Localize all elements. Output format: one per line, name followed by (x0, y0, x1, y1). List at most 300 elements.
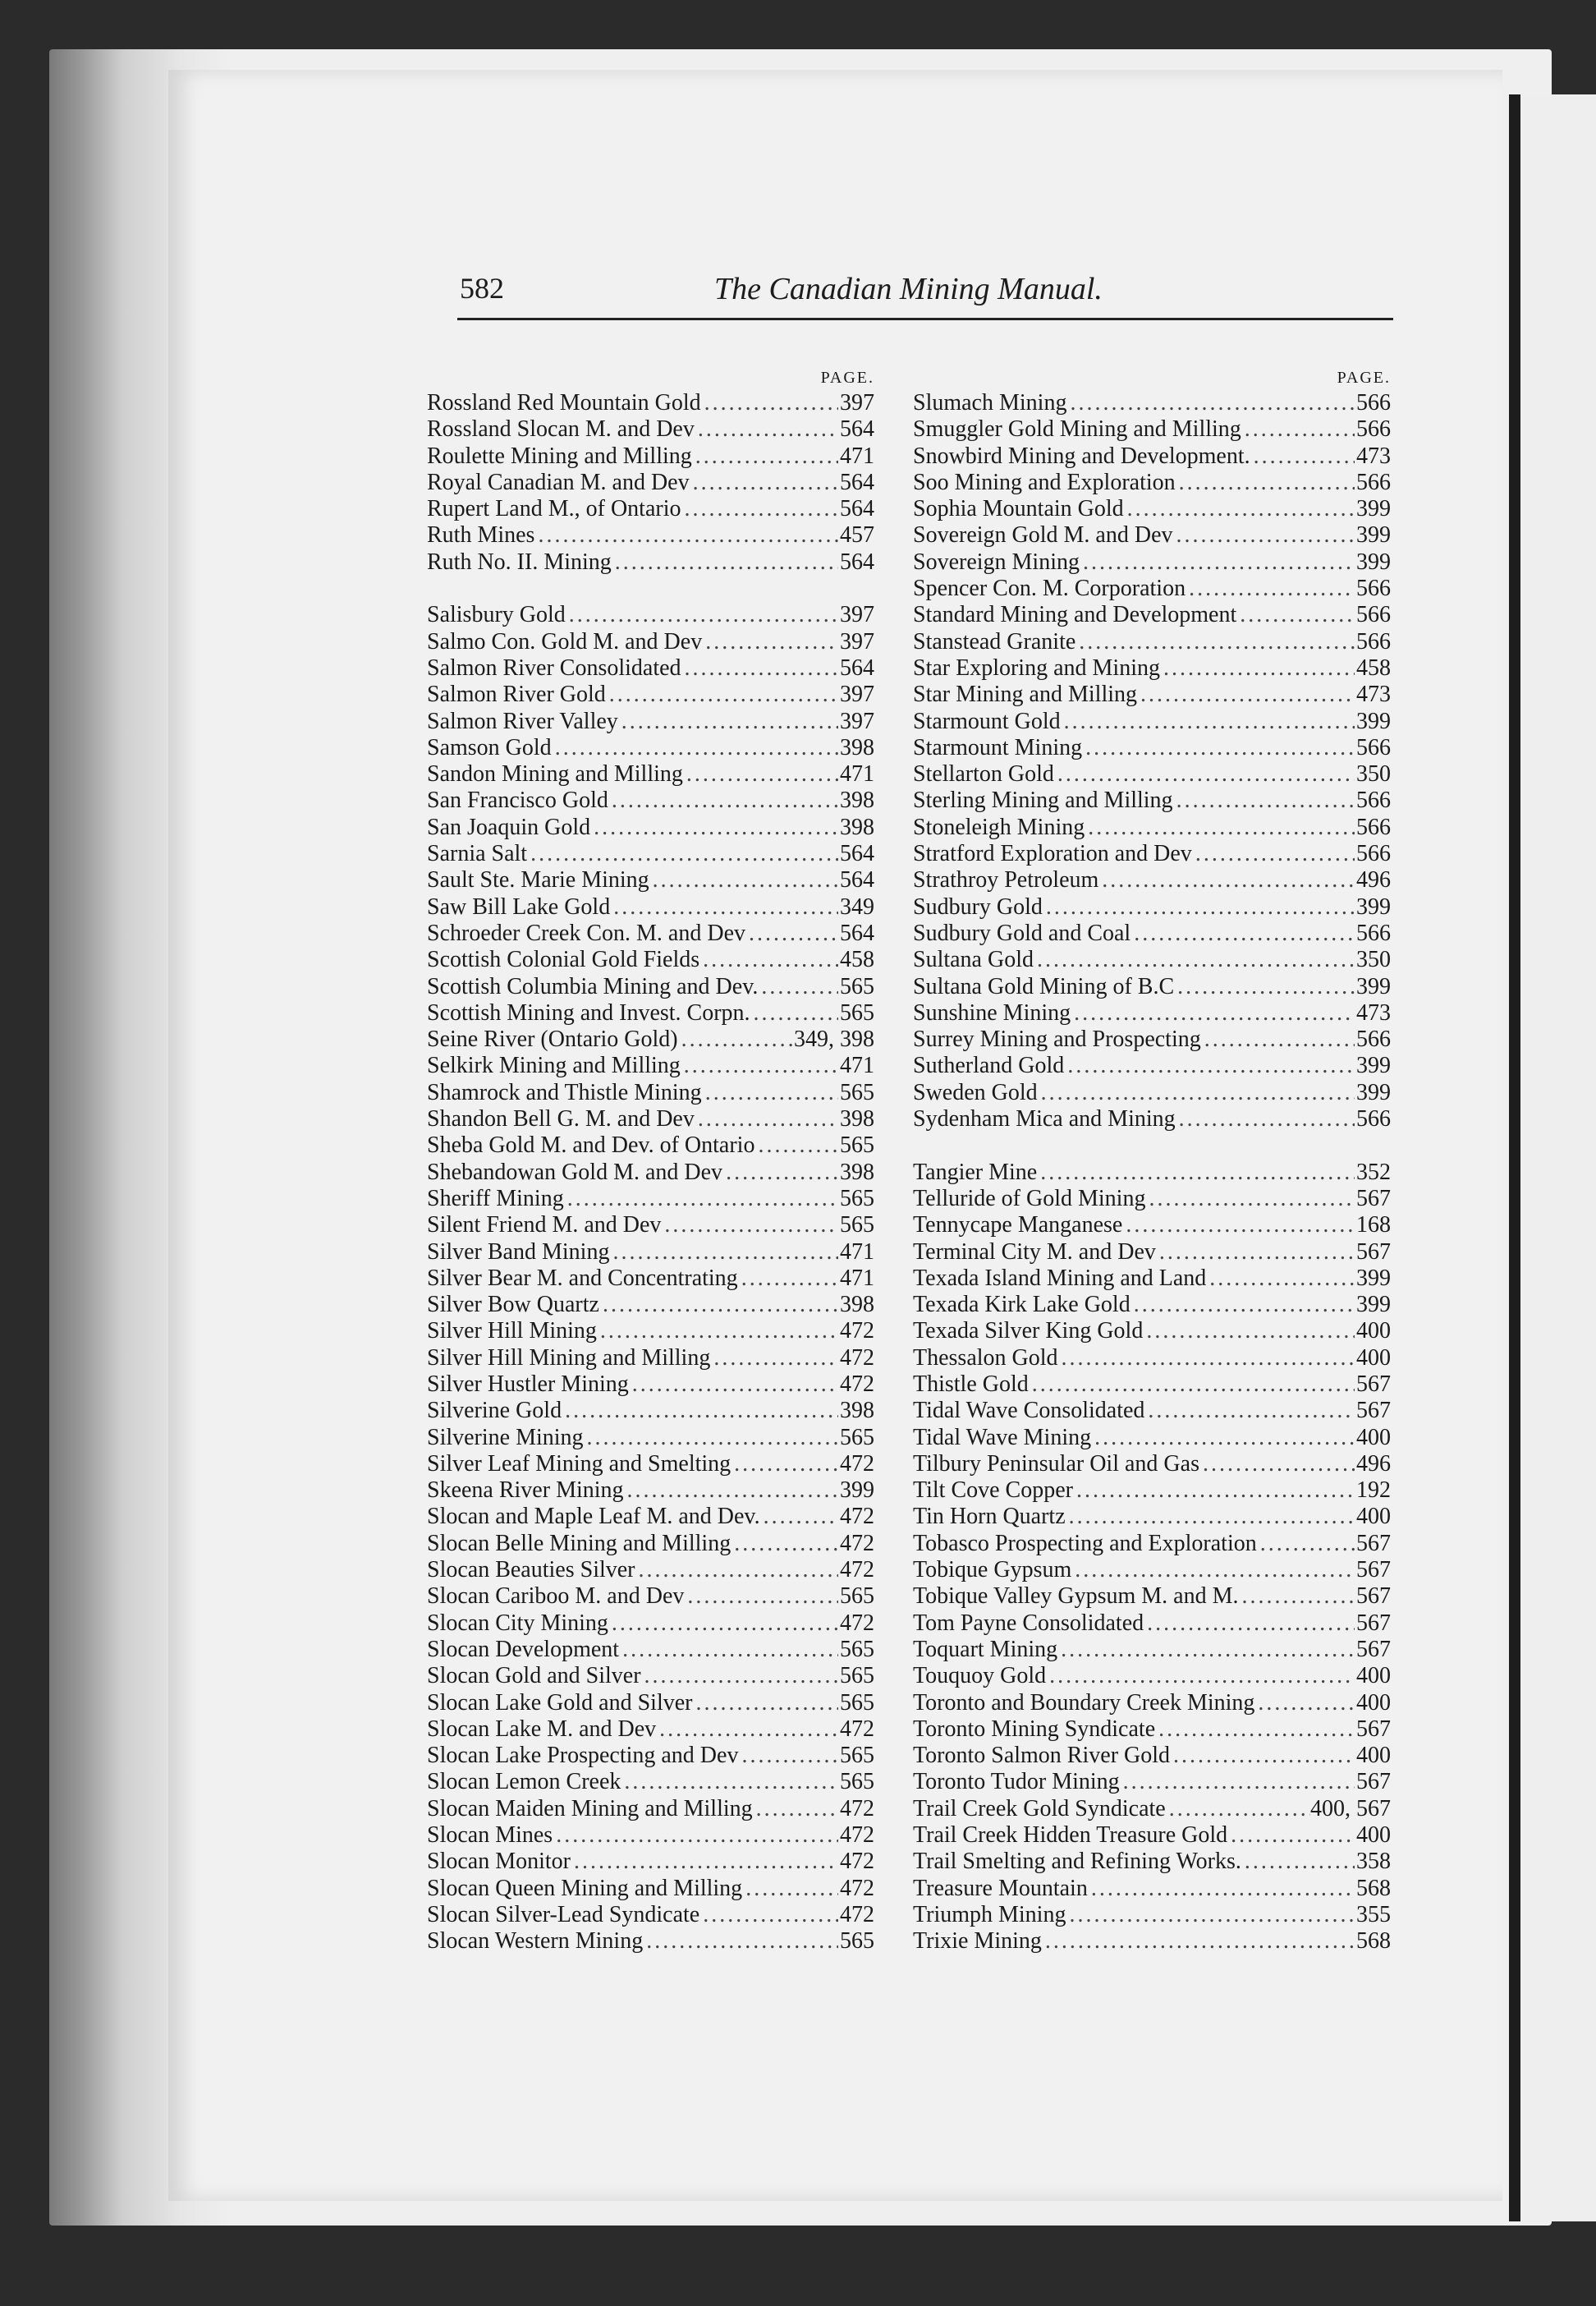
entry-name: Silverine Gold (427, 1398, 562, 1424)
leader-dots (1057, 1637, 1355, 1663)
entry-page: 471 (840, 761, 874, 788)
leader-dots (621, 1769, 838, 1795)
entry-page: 565 (840, 1689, 874, 1716)
index-entry (427, 1212, 874, 1238)
entry-page: 566 (1356, 1027, 1391, 1053)
entry-name: Selkirk Mining and Milling (427, 1053, 681, 1079)
entry-page: 398 (840, 1159, 874, 1185)
index-entry (427, 1266, 874, 1292)
index-entry (427, 470, 874, 496)
entry-name: Salmon River Consolidated (427, 655, 681, 681)
index-entry (427, 443, 874, 470)
leader-dots (1054, 761, 1355, 788)
entry-page: 565 (840, 973, 874, 999)
leader-dots (1066, 390, 1355, 416)
index-entry (913, 1106, 1391, 1132)
index-entry (913, 894, 1391, 921)
index-entry (427, 1504, 874, 1530)
entry-name: Slocan Lake M. and Dev (427, 1716, 657, 1742)
leader-dots (606, 682, 838, 708)
index-entry (427, 1557, 874, 1583)
index-entry (913, 1266, 1391, 1292)
index-entry (913, 1849, 1391, 1875)
entry-page: 567 (1356, 1185, 1391, 1211)
entry-name: Texada Kirk Lake Gold (913, 1292, 1130, 1318)
leader-dots (562, 1398, 838, 1424)
entry-page: 400 (1356, 1822, 1391, 1849)
entry-name: Tilt Cove Copper (913, 1477, 1073, 1504)
index-entry (913, 1583, 1391, 1610)
entry-name: Thessalon Gold (913, 1344, 1058, 1371)
leader-dots (722, 1160, 838, 1186)
leader-dots (1199, 1451, 1355, 1477)
page-number: 582 (460, 272, 504, 305)
entry-page: 472 (840, 1371, 874, 1397)
entry-page: 565 (840, 1212, 874, 1238)
entry-name: Sudbury Gold (913, 893, 1043, 920)
entry-name: Thistle Gold (913, 1371, 1029, 1397)
leader-dots (1038, 1080, 1355, 1106)
entry-name: Stanstead Granite (913, 628, 1076, 655)
entry-page: 398 (840, 788, 874, 814)
entry-name: Slocan Development (427, 1636, 620, 1662)
entry-page: 565 (840, 1424, 874, 1450)
index-entry (913, 1080, 1391, 1106)
leader-dots (564, 1186, 838, 1212)
index-entry (427, 1610, 874, 1637)
leader-dots (1170, 1743, 1355, 1769)
leader-dots (584, 1425, 838, 1451)
index-entry (427, 496, 874, 522)
entry-name: Trail Smelting and Refining Works. (913, 1849, 1241, 1875)
leader-dots (629, 1371, 838, 1398)
leader-dots (1241, 1849, 1355, 1875)
entry-page: 397 (840, 628, 874, 655)
leader-dots (1029, 1371, 1355, 1398)
entry-name: Silver Band Mining (427, 1238, 610, 1265)
entry-page: 399 (840, 1477, 874, 1504)
entry-name: Touquoy Gold (913, 1663, 1047, 1689)
index-entry (427, 788, 874, 814)
entry-page: 349 (840, 893, 874, 920)
entry-page: 471 (840, 1238, 874, 1265)
book-title: The Canadian Mining Manual. (714, 272, 1103, 306)
leader-dots (692, 443, 838, 470)
entry-page: 472 (840, 1504, 874, 1530)
index-entry (427, 390, 874, 416)
leader-dots (760, 1504, 838, 1530)
entry-name: Tilbury Peninsular Oil and Gas (913, 1450, 1199, 1477)
index-entry (913, 1345, 1391, 1371)
index-entry (913, 1318, 1391, 1344)
entry-page: 399 (1356, 973, 1391, 999)
entry-name: Sweden Gold (913, 1079, 1038, 1105)
leader-dots (1156, 1239, 1355, 1266)
entry-page: 567 (1356, 1371, 1391, 1397)
leader-dots (1061, 709, 1355, 735)
entry-name: San Joaquin Gold (427, 814, 591, 840)
entry-page: 564 (840, 416, 874, 443)
index-entry (427, 629, 874, 655)
entry-page: 565 (840, 1743, 874, 1769)
index-entry (427, 522, 874, 549)
leader-dots (656, 1716, 838, 1743)
leader-dots (1043, 894, 1355, 921)
index-entry (913, 416, 1391, 443)
entry-name: Slocan City Mining (427, 1610, 608, 1636)
leader-dots (1075, 629, 1355, 655)
index-entry (913, 1239, 1391, 1266)
entry-name: Slocan Monitor (427, 1849, 571, 1875)
entry-name: Silver Hill Mining and Milling (427, 1344, 711, 1371)
leader-dots (1201, 1027, 1355, 1053)
entry-page: 399 (1356, 1079, 1391, 1105)
index-entry (427, 1876, 874, 1902)
leader-dots (612, 549, 838, 576)
entry-name: Slocan Gold and Silver (427, 1663, 641, 1689)
index-entry (913, 1212, 1391, 1238)
entry-name: Rossland Red Mountain Gold (427, 390, 701, 416)
index-entry (427, 1027, 874, 1053)
index-entry (913, 682, 1391, 708)
entry-page: 567 (1356, 1636, 1391, 1662)
entry-page: 471 (840, 443, 874, 469)
leader-dots (1073, 1477, 1355, 1504)
entry-page: 472 (840, 1318, 874, 1344)
index-entry (427, 1318, 874, 1344)
entry-name: Strathroy Petroleum (913, 867, 1099, 893)
leader-dots (690, 470, 838, 496)
leader-dots (1241, 416, 1355, 443)
header-rule (457, 318, 1393, 320)
leader-dots (1239, 1583, 1355, 1610)
leader-dots (1130, 921, 1355, 947)
entry-page: 567 (1356, 1610, 1391, 1636)
entry-page: 565 (840, 1132, 874, 1159)
entry-name: Sarnia Salt (427, 841, 528, 867)
entry-page: 397 (840, 682, 874, 708)
entry-page: 564 (840, 655, 874, 681)
entry-page: 397 (840, 390, 874, 416)
entry-name: Toronto Salmon River Gold (913, 1743, 1171, 1769)
index-entry (913, 974, 1391, 1000)
entry-page: 397 (840, 602, 874, 628)
entry-name: Slocan Lake Prospecting and Dev (427, 1743, 739, 1769)
leader-dots (1071, 1000, 1355, 1027)
entry-name: Toquart Mining (913, 1636, 1058, 1662)
entry-name: Surrey Mining and Prospecting (913, 1027, 1201, 1053)
leader-dots (534, 522, 838, 549)
leader-dots (1124, 496, 1355, 522)
leader-dots (684, 1583, 838, 1610)
leader-dots (1082, 735, 1355, 761)
entry-page: 565 (840, 1583, 874, 1610)
entry-name: Shamrock and Thistle Mining (427, 1079, 702, 1105)
leader-dots (1254, 1690, 1355, 1716)
entry-page: 352 (1356, 1159, 1391, 1185)
entry-page: 472 (840, 1795, 874, 1821)
entry-name: Slocan Maiden Mining and Milling (427, 1795, 753, 1821)
entry-page: 564 (840, 496, 874, 522)
leader-dots (571, 1849, 838, 1875)
index-entry (913, 815, 1391, 841)
entry-page: 472 (840, 1557, 874, 1583)
leader-dots (552, 735, 838, 761)
entry-name: Starmount Mining (913, 734, 1083, 760)
leader-dots (699, 947, 838, 973)
leader-dots (1034, 947, 1355, 973)
leader-dots (553, 1822, 838, 1849)
entry-page: 400 (1356, 1663, 1391, 1689)
entry-name: Toronto Mining Syndicate (913, 1716, 1156, 1742)
entry-page: 457 (840, 522, 874, 549)
entry-page: 358 (1356, 1849, 1391, 1875)
leader-dots (609, 1239, 838, 1266)
entry-name: Tom Payne Consolidated (913, 1610, 1144, 1636)
index-entry (913, 761, 1391, 788)
entry-name: Salmo Con. Gold M. and Dev (427, 628, 703, 655)
leader-dots (1066, 1902, 1355, 1928)
entry-name: Skeena River Mining (427, 1477, 624, 1504)
entry-name: Slocan Belle Mining and Milling (427, 1530, 732, 1556)
entry-page: 473 (1356, 443, 1391, 469)
entry-name: Sydenham Mica and Mining (913, 1106, 1176, 1132)
entry-name: Sheba Gold M. and Dev. of Ontario (427, 1132, 755, 1159)
leader-dots (1042, 1928, 1355, 1955)
leader-dots (1155, 1716, 1355, 1743)
entry-name: Sunshine Mining (913, 999, 1071, 1026)
entry-page: 192 (1356, 1477, 1391, 1504)
entry-page: 567 (1356, 1530, 1391, 1556)
entry-page: 397 (840, 708, 874, 734)
leader-dots (1257, 1531, 1355, 1557)
index-entry (427, 1425, 874, 1451)
entry-page: 398 (840, 1106, 874, 1132)
entry-page: 472 (840, 1716, 874, 1742)
entry-name: Spencer Con. M. Corporation (913, 576, 1186, 602)
leader-dots (1064, 1053, 1355, 1079)
entry-page: 471 (840, 1053, 874, 1079)
index-entry (427, 1531, 874, 1557)
leader-dots (1206, 1266, 1355, 1292)
index-entry (427, 894, 874, 921)
leader-dots (635, 1557, 838, 1583)
facing-page-edge (1509, 94, 1596, 2221)
index-entry (427, 1160, 874, 1186)
index-entry (913, 1902, 1391, 1928)
entry-page: 496 (1356, 867, 1391, 893)
entry-page: 399 (1356, 549, 1391, 575)
index-entry (913, 709, 1391, 735)
entry-page: 400 (1356, 1504, 1391, 1530)
leader-dots (1058, 1345, 1355, 1371)
leader-dots (1174, 974, 1355, 1000)
entry-name: Sandon Mining and Milling (427, 761, 683, 788)
entry-page: 567 (1356, 1769, 1391, 1795)
leader-dots (681, 655, 838, 682)
leader-dots (754, 1132, 838, 1159)
entry-page: 565 (840, 1928, 874, 1955)
entry-page: 399 (1356, 1053, 1391, 1079)
index-entry (427, 815, 874, 841)
index-entry (913, 1398, 1391, 1424)
index-entry (427, 947, 874, 973)
entry-name: Samson Gold (427, 734, 552, 760)
entry-name: Slocan Cariboo M. and Dev (427, 1583, 685, 1610)
index-entry (427, 1583, 874, 1610)
entry-name: Scottish Mining and Invest. Corpn. (427, 999, 750, 1026)
entry-page: 568 (1356, 1875, 1391, 1901)
index-entry (427, 867, 874, 893)
entry-name: Salisbury Gold (427, 602, 566, 628)
index-entry (427, 682, 874, 708)
index-entry (427, 1186, 874, 1212)
entry-name: Slocan Queen Mining and Milling (427, 1875, 743, 1901)
entry-name: Ruth Mines (427, 522, 535, 549)
leader-dots (1173, 788, 1355, 814)
entry-name: Star Exploring and Mining (913, 655, 1160, 681)
index-entry (913, 1451, 1391, 1477)
index-entry (427, 1239, 874, 1266)
entry-page: 472 (840, 1530, 874, 1556)
leader-dots (1130, 1292, 1355, 1318)
entry-name: Silverine Mining (427, 1424, 584, 1450)
entry-name: Star Mining and Milling (913, 682, 1137, 708)
entry-name: Silver Hustler Mining (427, 1371, 629, 1397)
leader-dots (1120, 1769, 1355, 1795)
leader-dots (1176, 470, 1355, 496)
leader-dots (1088, 1876, 1355, 1902)
entry-page: 565 (840, 1663, 874, 1689)
entry-page: 458 (1356, 655, 1391, 681)
entry-name: Texada Island Mining and Land (913, 1265, 1207, 1291)
entry-page: 496 (1356, 1450, 1391, 1477)
index-entry (913, 735, 1391, 761)
entry-page: 566 (1356, 390, 1391, 416)
entry-name: Soo Mining and Exploration (913, 469, 1176, 495)
index-entry (913, 1504, 1391, 1530)
entry-page: 567 (1356, 1557, 1391, 1583)
entry-page: 564 (840, 469, 874, 495)
entry-name: Trail Creek Gold Syndicate (913, 1795, 1166, 1821)
entry-name: Slocan Lake Gold and Silver (427, 1689, 693, 1716)
leader-dots (597, 1318, 838, 1344)
leader-dots (619, 1637, 838, 1663)
entry-page: 398 (840, 814, 874, 840)
entry-page: 399 (1356, 893, 1391, 920)
leader-dots (1143, 1318, 1355, 1344)
index-entry (913, 496, 1391, 522)
entry-name: Rossland Slocan M. and Dev (427, 416, 695, 443)
entry-name: Trail Creek Hidden Treasure Gold (913, 1822, 1228, 1849)
entry-name: Tin Horn Quartz (913, 1504, 1066, 1530)
leader-dots (1145, 1186, 1355, 1212)
index-entry (913, 1796, 1391, 1822)
index-entry (913, 576, 1391, 602)
entry-page: 473 (1356, 999, 1391, 1026)
entry-name: Tidal Wave Mining (913, 1424, 1092, 1450)
entry-page: 565 (840, 1636, 874, 1662)
index-entry (427, 1769, 874, 1795)
leader-dots (1071, 1557, 1355, 1583)
index-entry (427, 974, 874, 1000)
index-entry (913, 947, 1391, 973)
entry-page: 566 (1356, 734, 1391, 760)
index-entry (427, 1477, 874, 1504)
entry-page: 564 (840, 867, 874, 893)
index-entry (913, 1531, 1391, 1557)
entry-page: 564 (840, 549, 874, 575)
index-entry (427, 1637, 874, 1663)
entry-name: Sterling Mining and Milling (913, 788, 1173, 814)
leader-dots (681, 496, 839, 522)
entry-name: Royal Canadian M. and Dev (427, 469, 690, 495)
column-heading: PAGE. (820, 369, 874, 387)
entry-name: Trixie Mining (913, 1928, 1042, 1955)
index-entry (913, 1053, 1391, 1079)
leader-dots (1066, 1504, 1355, 1530)
index-entry (913, 867, 1391, 893)
entry-page: 566 (1356, 1106, 1391, 1132)
entry-name: Schroeder Creek Con. M. and Dev (427, 920, 746, 946)
entry-page: 566 (1356, 814, 1391, 840)
index-entry (913, 841, 1391, 867)
index-entry (427, 1000, 874, 1027)
entry-name: Salmon River Valley (427, 708, 618, 734)
index-entry (913, 1743, 1391, 1769)
entry-name: Tobasco Prospecting and Exploration (913, 1530, 1257, 1556)
index-column-right (913, 365, 1391, 1955)
leader-dots (590, 815, 838, 841)
entry-name: Tangier Mine (913, 1159, 1038, 1185)
index-entry (427, 1080, 874, 1106)
leader-dots (758, 974, 838, 1000)
entry-page: 564 (840, 920, 874, 946)
index-entry (427, 1796, 874, 1822)
index-entry (427, 416, 874, 443)
entry-name: Sultana Gold Mining of B.C (913, 973, 1175, 999)
entry-page: 400 (1356, 1344, 1391, 1371)
entry-page: 349, 398 (794, 1027, 874, 1053)
leader-dots (608, 1610, 838, 1637)
entry-name: Salmon River Gold (427, 682, 606, 708)
index-entry (913, 1690, 1391, 1716)
index-entry (427, 1822, 874, 1849)
leader-dots (678, 1027, 794, 1053)
entry-name: Shandon Bell G. M. and Dev (427, 1106, 695, 1132)
index-entry (913, 1637, 1391, 1663)
index-entry (913, 1557, 1391, 1583)
entry-name: Stoneleigh Mining (913, 814, 1085, 840)
entry-page: 566 (1356, 841, 1391, 867)
entry-name: Telluride of Gold Mining (913, 1185, 1146, 1211)
entry-name: Slocan Western Mining (427, 1928, 644, 1955)
entry-name: Slocan and Maple Leaf M. and Dev. (427, 1504, 760, 1530)
entry-page: 472 (840, 1344, 874, 1371)
entry-page: 355 (1356, 1901, 1391, 1927)
entry-name: Slocan Lemon Creek (427, 1769, 621, 1795)
index-entry (913, 1160, 1391, 1186)
index-entry (427, 1371, 874, 1398)
entry-page: 566 (1356, 469, 1391, 495)
entry-name: Sovereign Mining (913, 549, 1080, 575)
entry-page: 168 (1356, 1212, 1391, 1238)
entry-page: 564 (840, 841, 874, 867)
index-entry (913, 1876, 1391, 1902)
entry-name: Toronto Tudor Mining (913, 1769, 1120, 1795)
index-entry (427, 921, 874, 947)
entry-page: 471 (840, 1265, 874, 1291)
